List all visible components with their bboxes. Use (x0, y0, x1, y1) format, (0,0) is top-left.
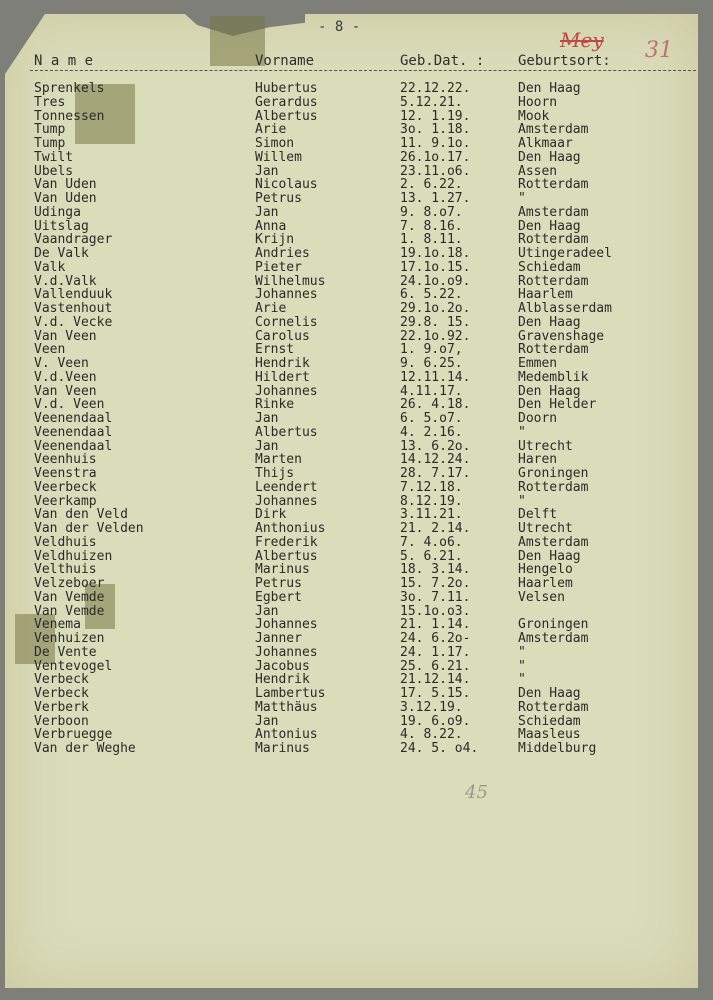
first-name: Jan (255, 603, 279, 619)
first-name: Egbert (255, 589, 302, 605)
surname: Veldhuizen (34, 548, 113, 564)
first-name: Andries (255, 246, 310, 261)
first-name: Jan (255, 438, 279, 454)
first-name: Wilhelmus (255, 273, 326, 289)
birth-date: 7.12.18. (400, 479, 463, 495)
surname: Veenendaal (34, 438, 113, 454)
handwritten-mark: Mey (560, 28, 604, 52)
first-name: Johannes (255, 287, 318, 303)
birth-place: Rotterdam (518, 342, 589, 358)
first-name: Jan (255, 163, 279, 179)
birth-place: Schiedam (518, 259, 581, 275)
birth-place: " (518, 644, 526, 660)
document-page (5, 14, 698, 988)
header-name: N a m e (34, 53, 94, 69)
birth-date: 24. 1.17. (400, 644, 471, 660)
first-name: Krijn (255, 232, 295, 248)
surname: Vastenhout (34, 301, 113, 316)
birth-date: 28. 7.17. (400, 466, 471, 481)
surname: Van der Velden (34, 521, 144, 536)
birth-place: Den Haag (518, 686, 581, 701)
surname: Verboon (34, 713, 89, 729)
birth-date: 25. 6.21. (400, 658, 471, 674)
surname: Veenendaal (34, 411, 113, 426)
birth-place: Den Haag (518, 81, 581, 96)
surname: Veerkamp (34, 493, 97, 509)
header-geburtsort: Geburtsort: (518, 53, 611, 69)
birth-place: Amsterdam (518, 122, 589, 138)
surname: Sprenkels (34, 81, 105, 96)
first-name: Dirk (255, 507, 287, 523)
first-name: Hubertus (255, 81, 318, 96)
birth-date: 4. 2.16. (400, 424, 463, 440)
first-name: Antonius (255, 727, 318, 743)
surname: V.d. Veen (34, 397, 105, 413)
surname: Van der Weghe (34, 741, 136, 756)
first-name: Cornelis (255, 314, 318, 330)
birth-place: Delft (518, 507, 558, 523)
birth-date: 4. 8.22. (400, 727, 463, 743)
birth-date: 6. 5.o7. (400, 411, 463, 426)
first-name: Johannes (255, 493, 318, 509)
birth-place: Utrecht (518, 438, 573, 454)
first-name: Johannes (255, 617, 318, 633)
first-name: Albertus (255, 108, 318, 124)
surname: Van den Veld (34, 507, 128, 523)
birth-date: 1. 9.o7, (400, 342, 463, 358)
first-name: Johannes (255, 383, 318, 399)
first-name: Hendrik (255, 672, 310, 688)
birth-place: Emmen (518, 356, 558, 371)
birth-date: 21. 2.14. (400, 521, 471, 536)
first-name: Nicolaus (255, 177, 318, 193)
first-name: Jan (255, 713, 279, 729)
surname: Van Veen (34, 328, 97, 344)
surname: Vallenduuk (34, 287, 113, 303)
birth-date: 13. 6.2o. (400, 438, 471, 454)
birth-place: Groningen (518, 617, 589, 633)
birth-place: Groningen (518, 466, 589, 481)
surname: Venhuizen (34, 631, 105, 646)
surname: V.d.Valk (34, 273, 97, 289)
pencil-scrawl: 45 (465, 782, 488, 803)
first-name: Simon (255, 136, 295, 151)
birth-date: 14.12.24. (400, 452, 471, 468)
birth-place: " (518, 672, 526, 688)
birth-place: Assen (518, 163, 558, 179)
birth-date: 26.1o.17. (400, 149, 471, 165)
first-name: Jan (255, 204, 279, 220)
surname: V.d.Veen (34, 369, 97, 385)
first-name: Carolus (255, 328, 310, 344)
birth-date: 3o. 7.11. (400, 589, 471, 605)
birth-place: Utingeradeel (518, 246, 612, 261)
header-vorname: Vorname (255, 53, 315, 69)
birth-date: 21. 1.14. (400, 617, 471, 633)
birth-date: 29.8. 15. (400, 314, 471, 330)
surname: Twilt (34, 149, 74, 165)
first-name: Arie (255, 301, 287, 316)
first-name: Matthäus (255, 699, 318, 715)
birth-place: Rotterdam (518, 177, 589, 193)
birth-date: 17.1o.15. (400, 259, 471, 275)
first-name: Johannes (255, 644, 318, 660)
birth-date: 18. 3.14. (400, 562, 471, 578)
birth-place: Utrecht (518, 521, 573, 536)
birth-place: Alkmaar (518, 136, 573, 151)
surname: Velthuis (34, 562, 97, 578)
birth-place: Schiedam (518, 713, 581, 729)
birth-date: 8.12.19. (400, 493, 463, 509)
birth-place: " (518, 493, 526, 509)
first-name: Anthonius (255, 521, 326, 536)
birth-date: 29.1o.2o. (400, 301, 471, 316)
birth-place: Amsterdam (518, 534, 589, 550)
birth-date: 24. 5. o4. (400, 741, 479, 756)
birth-date: 24. 6.2o- (400, 631, 471, 646)
surname: Venema (34, 617, 81, 633)
surname: Vaandrager (34, 232, 113, 248)
birth-place: Haren (518, 452, 558, 468)
surname: Van Vemde (34, 603, 105, 619)
surname: Van Veen (34, 383, 97, 399)
birth-place: Den Haag (518, 149, 581, 165)
birth-date: 22.1o.92. (400, 328, 471, 344)
first-name: Willem (255, 149, 302, 165)
birth-place: Middelburg (518, 741, 597, 756)
first-name: Lambertus (255, 686, 326, 701)
birth-date: 23.11.o6. (400, 163, 471, 179)
surname: Veen (34, 342, 66, 358)
surname: De Vente (34, 644, 97, 660)
birth-place: Haarlem (518, 287, 573, 303)
surname: Velzeboer (34, 576, 105, 591)
birth-place: Den Haag (518, 548, 581, 564)
birth-place: Rotterdam (518, 479, 589, 495)
birth-date: 19.1o.18. (400, 246, 471, 261)
first-name: Janner (255, 631, 302, 646)
birth-date: 5.12.21. (400, 94, 463, 110)
first-name: Frederik (255, 534, 318, 550)
first-name: Hendrik (255, 356, 310, 371)
birth-date: 7. 4.o6. (400, 534, 463, 550)
birth-place: Rotterdam (518, 699, 589, 715)
birth-place: Gravenshage (518, 328, 605, 344)
birth-date: 21.12.14. (400, 672, 471, 688)
page-number: - 8 - (318, 19, 361, 35)
first-name: Petrus (255, 576, 302, 591)
surname: Uitslag (34, 218, 89, 234)
birth-date: 15.1o.o3. (400, 603, 471, 619)
birth-date: 26. 4.18. (400, 397, 471, 413)
surname: Veenstra (34, 466, 97, 481)
surname: Verbruegge (34, 727, 113, 743)
birth-place: Alblasserdam (518, 301, 612, 316)
surname: Tump (34, 122, 66, 138)
header-gebdat: Geb.Dat. : (400, 53, 485, 69)
birth-date: 9. 8.o7. (400, 204, 463, 220)
birth-date: 22.12.22. (400, 81, 471, 96)
surname: Veenendaal (34, 424, 113, 440)
birth-date: 3o. 1.18. (400, 122, 471, 138)
surname: Ventevogel (34, 658, 113, 674)
first-name: Leendert (255, 479, 318, 495)
surname: V. Veen (34, 356, 89, 371)
birth-date: 13. 1.27. (400, 191, 471, 206)
birth-place: Medemblik (518, 369, 589, 385)
first-name: Jan (255, 411, 279, 426)
birth-date: 11. 9.1o. (400, 136, 471, 151)
surname: Ubels (34, 163, 74, 179)
first-name: Marinus (255, 741, 310, 756)
birth-date: 12. 1.19. (400, 108, 471, 124)
birth-place: " (518, 424, 526, 440)
birth-date: 24.1o.o9. (400, 273, 471, 289)
first-name: Arie (255, 122, 287, 138)
birth-date: 7. 8.16. (400, 218, 463, 234)
birth-place: Den Haag (518, 314, 581, 330)
birth-place: Den Haag (518, 383, 581, 399)
birth-date: 9. 6.25. (400, 356, 463, 371)
surname: V.d. Vecke (34, 314, 113, 330)
first-name: Thijs (255, 466, 295, 481)
surname: Verbeck (34, 672, 89, 688)
first-name: Petrus (255, 191, 302, 206)
birth-date: 2. 6.22. (400, 177, 463, 193)
surname: Valk (34, 259, 66, 275)
surname: Tres (34, 94, 66, 110)
first-name: Albertus (255, 548, 318, 564)
surname: Van Uden (34, 191, 97, 206)
first-name: Ernst (255, 342, 295, 358)
birth-date: 4.11.17. (400, 383, 463, 399)
first-name: Albertus (255, 424, 318, 440)
birth-place: " (518, 191, 526, 206)
surname: Van Vemde (34, 589, 105, 605)
surname: Tump (34, 136, 66, 151)
birth-place: Maasleus (518, 727, 581, 743)
birth-place: Mook (518, 108, 550, 124)
header-divider (30, 70, 696, 71)
birth-place: " (518, 658, 526, 674)
birth-place: Amsterdam (518, 631, 589, 646)
birth-place: Rotterdam (518, 273, 589, 289)
surname: Tonnessen (34, 108, 105, 124)
sheet-number: 31 (645, 38, 673, 63)
birth-date: 5. 6.21. (400, 548, 463, 564)
surname: Verbeck (34, 686, 89, 701)
surname: De Valk (34, 246, 89, 261)
birth-place: Hengelo (518, 562, 573, 578)
birth-date: 15. 7.2o. (400, 576, 471, 591)
birth-date: 3.12.19. (400, 699, 463, 715)
birth-place: Amsterdam (518, 204, 589, 220)
first-name: Hildert (255, 369, 310, 385)
first-name: Pieter (255, 259, 302, 275)
surname: Veenhuis (34, 452, 97, 468)
birth-place: Hoorn (518, 94, 558, 110)
first-name: Gerardus (255, 94, 318, 110)
first-name: Anna (255, 218, 287, 234)
birth-date: 17. 5.15. (400, 686, 471, 701)
first-name: Marten (255, 452, 302, 468)
birth-place: Haarlem (518, 576, 573, 591)
first-name: Jacobus (255, 658, 310, 674)
birth-place: Den Haag (518, 218, 581, 234)
birth-place: Velsen (518, 589, 565, 605)
surname: Veerbeck (34, 479, 97, 495)
surname: Verberk (34, 699, 89, 715)
surname: Van Uden (34, 177, 97, 193)
birth-date: 1. 8.11. (400, 232, 463, 248)
birth-date: 12.11.14. (400, 369, 471, 385)
first-name: Rinke (255, 397, 295, 413)
birth-place: Doorn (518, 411, 558, 426)
surname: Udinga (34, 204, 81, 220)
birth-date: 19. 6.o9. (400, 713, 471, 729)
birth-date: 6. 5.22. (400, 287, 463, 303)
first-name: Marinus (255, 562, 310, 578)
surname: Veldhuis (34, 534, 97, 550)
birth-date: 3.11.21. (400, 507, 463, 523)
birth-place: Rotterdam (518, 232, 589, 248)
birth-place: Den Helder (518, 397, 597, 413)
